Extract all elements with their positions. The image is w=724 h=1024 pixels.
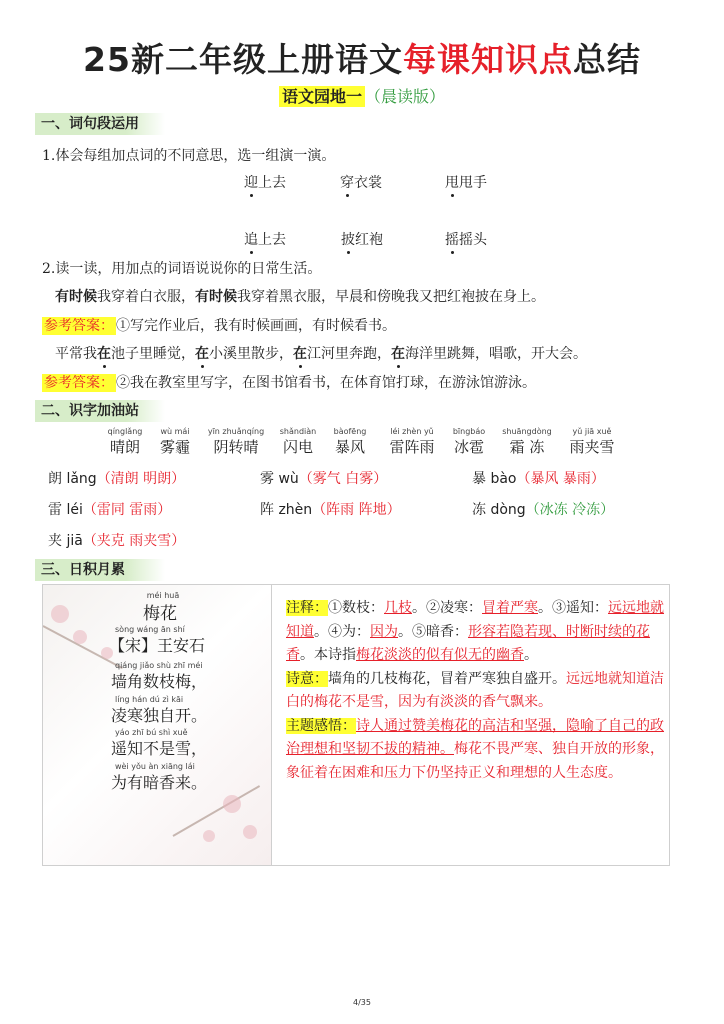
- section-heading-2: 二、识字加油站: [35, 400, 165, 422]
- word-hanzi: 阴转晴: [213, 438, 259, 456]
- char: 雷: [48, 502, 62, 518]
- char-entry: [48, 530, 185, 550]
- char: 暴: [472, 471, 486, 487]
- poem-line: 为有暗香来。: [111, 773, 208, 792]
- poem-line-pinyin: qiáng jiǎo shù zhī méi: [115, 661, 203, 670]
- sentence-text: 我穿着黑衣服，早晨和傍晚我又把红袍披在身上。: [237, 289, 545, 305]
- note-answer: 形容若隐若现、时断时续的花香: [286, 623, 650, 663]
- answer-1: [42, 315, 396, 335]
- sentence-text: 我穿着白衣服，: [97, 289, 195, 305]
- example-sentence-2: [55, 343, 587, 363]
- dotted-char: 迎: [244, 175, 258, 191]
- word-hanzi: 闪电: [282, 438, 313, 456]
- word-pinyin: qínglǎng: [107, 427, 143, 436]
- meaning-text: 墙角的几枝梅花，冒着严寒独自盛开。: [328, 670, 566, 687]
- sentence-text: 海洋里跳舞，唱歌，开大会。: [405, 346, 587, 362]
- poem-title: 梅花: [143, 604, 177, 624]
- note-answer: 几枝: [384, 600, 412, 616]
- key-phrase: 在: [293, 346, 307, 362]
- poem-line-pinyin: yáo zhī bú shì xuě: [115, 728, 188, 737]
- meaning-highlight: 远远地就知道洁白的梅花不是雪，因为有淡淡的香气飘来。: [286, 670, 664, 710]
- char-pinyin: lǎng: [66, 471, 97, 487]
- char-entry: [48, 499, 171, 519]
- lesson-edition: （晨读版）: [365, 87, 446, 106]
- word-item: 摇摇头: [445, 232, 487, 248]
- poem-line-pinyin: wèi yǒu àn xiāng lái: [115, 762, 195, 771]
- page-title: [0, 34, 724, 81]
- char-pinyin: léi: [66, 502, 83, 518]
- poem-title-pinyin: méi huā: [146, 591, 180, 600]
- word-pinyin: shǎndiàn: [279, 427, 317, 436]
- char-examples: （冰冻 冷冻）: [525, 502, 615, 518]
- char-examples: （阵雨 阵地）: [312, 502, 401, 518]
- word-hanzi: 冰雹: [453, 438, 484, 456]
- char-entry: [472, 468, 605, 488]
- char-pinyin: wù: [278, 471, 299, 487]
- notes-label: 注释：: [286, 600, 328, 616]
- sentence-text: 池子里睡觉，: [111, 346, 195, 362]
- word-hanzi: 暴风: [334, 438, 365, 456]
- word-item: 穿衣裳: [340, 175, 382, 191]
- char-examples: （雷同 雷雨）: [82, 502, 172, 518]
- poem-panel: [43, 585, 272, 865]
- key-phrase: 在: [391, 346, 405, 362]
- answer-text: ②我在教室里写字，在图书馆看书，在体育馆打球，在游泳馆游泳。: [116, 375, 536, 391]
- word-hanzi: 雷阵雨: [389, 438, 435, 456]
- sentence-text: 小溪里散步，: [209, 346, 293, 362]
- blossom-decoration: [51, 605, 69, 623]
- question-1: 1.体会每组加点词的不同意思，选一组演一演。: [42, 148, 336, 164]
- meaning-label: 诗意：: [286, 670, 328, 687]
- question-2: 2.读一读，用加点的词语说说你的日常生活。: [42, 261, 322, 277]
- char-entry: [260, 499, 401, 519]
- word-pinyin: yīn zhuǎnqíng: [207, 427, 265, 436]
- char-pinyin: jiā: [66, 533, 83, 549]
- blossom-decoration: [243, 825, 257, 839]
- word-pinyin: shuāngdòng: [502, 427, 552, 436]
- note-answer: 远远地就知道: [286, 600, 664, 640]
- word-pinyin: wù mái: [160, 427, 190, 436]
- poem-line-pinyin: líng hán dú zì kāi: [115, 695, 184, 704]
- word-item: 披红袍: [341, 232, 383, 248]
- sentence-text: 平常我: [55, 346, 97, 362]
- sentence-text: 江河里奔跑，: [307, 346, 391, 362]
- poem-author-pinyin: sòng wáng ān shí: [115, 625, 185, 634]
- dotted-char: 穿: [340, 175, 354, 191]
- char-entry: [472, 499, 614, 519]
- blossom-decoration: [223, 795, 241, 813]
- key-phrase: 在: [97, 346, 111, 362]
- char-examples: （夹克 雨夹雪）: [82, 533, 186, 549]
- dotted-char: 甩: [445, 175, 459, 191]
- char: 朗: [48, 471, 62, 487]
- poem-notes: [286, 597, 666, 785]
- word-item: 甩甩手: [445, 175, 487, 191]
- title-part-3: 总结: [572, 40, 641, 79]
- note-text: 。⑤暗香：: [398, 623, 468, 640]
- section-heading-3: 三、日积月累: [35, 559, 165, 581]
- answer-label: 参考答案：: [44, 318, 114, 334]
- answer-2: [42, 372, 536, 392]
- theme-label: 主题感悟：: [286, 717, 356, 734]
- dotted-char: 追: [244, 232, 258, 248]
- answer-text: ①写完作业后，我有时候画画，有时候看书。: [116, 318, 396, 334]
- char: 冻: [472, 502, 486, 518]
- word-pinyin: bàofēng: [333, 427, 367, 436]
- note-text: 。: [524, 647, 538, 663]
- theme-text: 诗人通过赞美梅花的高洁和坚强，隐喻了自己的政治理想和坚韧不拔的精神。: [286, 717, 664, 757]
- word-pinyin: léi zhèn yǔ: [390, 427, 434, 436]
- word-pinyin: bīngbáo: [452, 427, 486, 436]
- answer-label: 参考答案：: [44, 375, 114, 391]
- char-entry: [48, 468, 185, 488]
- word-pinyin: yǔ jiā xuě: [572, 427, 612, 436]
- note-text: 。本诗指: [300, 647, 356, 663]
- char-entry: [260, 468, 387, 488]
- note-text: 。③遥知：: [538, 600, 608, 616]
- title-part-2: 每课知识点: [402, 40, 573, 79]
- char-examples: （清朗 明朗）: [96, 471, 186, 487]
- title-part-1: 25新二年级上册语文: [83, 40, 403, 79]
- word-hanzi: 雨夹雪: [569, 438, 615, 456]
- lesson-subtitle: [0, 84, 724, 107]
- char-pinyin: zhèn: [278, 502, 313, 518]
- poem-line: 墙角数枝梅，: [111, 672, 208, 691]
- dotted-char: 摇: [445, 232, 459, 248]
- poem-box: [42, 584, 670, 866]
- word-item: 追上去: [244, 232, 286, 248]
- note-answer: 冒着严寒: [482, 600, 538, 616]
- word-hanzi: 霜 冻: [509, 438, 545, 456]
- note-text: 。②凌寒：: [412, 600, 482, 616]
- page-number: 4/35: [353, 998, 371, 1007]
- char: 夹: [48, 533, 62, 549]
- char-examples: （暴风 暴雨）: [516, 471, 605, 487]
- poem-line: 凌寒独自开。: [111, 706, 208, 725]
- theme-text: 梅花不畏严寒、独自开放的形象，象征着在困难和压力下仍坚持正义和理想的人生态度。: [286, 741, 664, 781]
- word-item: 迎上去: [244, 175, 286, 191]
- note-answer: 因为: [370, 623, 398, 640]
- note-text: ①数枝：: [328, 600, 384, 616]
- word-hanzi: 雾霾: [159, 438, 190, 456]
- lesson-name: 语文园地一: [279, 86, 365, 107]
- poem-line: 遥知不是雪，: [111, 739, 208, 758]
- char-pinyin: bào: [490, 471, 517, 487]
- char: 雾: [260, 471, 274, 487]
- char: 阵: [260, 502, 274, 518]
- poem-author: 【宋】王安石: [109, 636, 206, 655]
- example-sentence-1: [55, 286, 545, 306]
- char-pinyin: dòng: [490, 502, 526, 518]
- dotted-char: 披: [341, 232, 355, 248]
- char-examples: （雾气 白雾）: [298, 471, 388, 487]
- blossom-decoration: [73, 630, 87, 644]
- key-phrase: 有时候: [55, 289, 97, 305]
- blossom-decoration: [203, 830, 215, 842]
- note-answer: 梅花淡淡的似有似无的幽香: [356, 647, 524, 663]
- section-heading-1: 一、词句段运用: [35, 113, 165, 135]
- key-phrase: 在: [195, 346, 209, 362]
- word-hanzi: 晴朗: [109, 438, 140, 456]
- key-phrase: 有时候: [195, 289, 237, 305]
- note-text: 。④为：: [314, 623, 370, 640]
